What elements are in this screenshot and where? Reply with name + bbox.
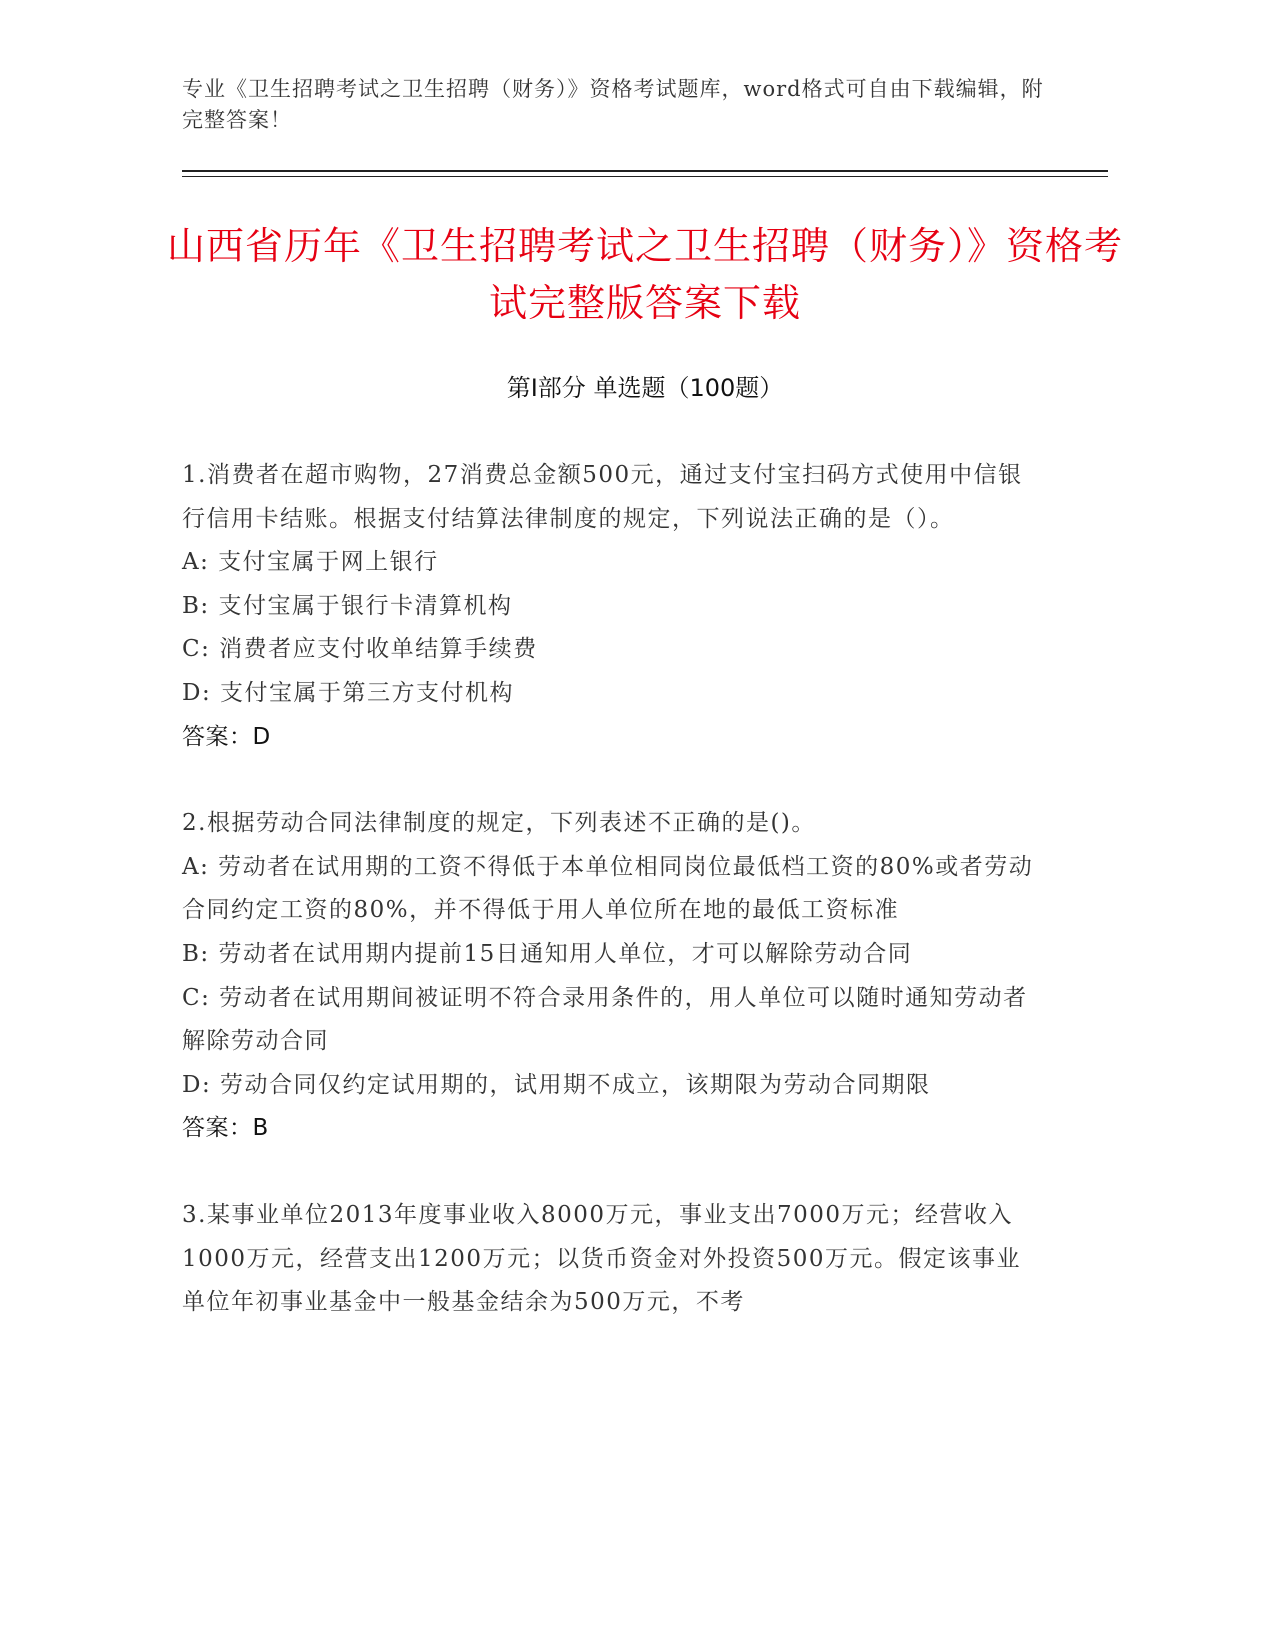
question-stem: 1.消费者在超市购物，27消费总金额500元，通过支付宝扫码方式使用中信银行信用卡结账。根据支付结算法律制度的规定，下列说法正确的是（）。	[182, 462, 1023, 532]
page-title: 山西省历年《卫生招聘考试之卫生招聘（财务）》资格考试完整版答案下载	[166, 224, 1123, 325]
question-1	[182, 454, 1042, 759]
option-a: A: 劳动者在试用期的工资不得低于本单位相同岗位最低档工资的80%或者劳动合同约定工资的80%，并不得低于用人单位所在地的最低工资标准	[182, 853, 1034, 924]
question-stem: 2.根据劳动合同法律制度的规定，下列表述不正确的是()。	[182, 810, 816, 837]
option-a: A: 支付宝属于网上银行	[182, 549, 439, 576]
option-d: D: 支付宝属于第三方支付机构	[182, 679, 515, 706]
question-2	[182, 802, 1042, 1151]
header-divider-thin	[182, 176, 1108, 177]
question-3	[182, 1194, 1042, 1325]
section-heading: 第I部分 单选题（100题）	[506, 374, 784, 402]
option-b: B: 支付宝属于银行卡清算机构	[182, 592, 513, 619]
option-c: C: 劳动者在试用期间被证明不符合录用条件的，用人单位可以随时通知劳动者解除劳动合同	[182, 984, 1028, 1055]
header-note: 专业《卫生招聘考试之卫生招聘（财务）》资格考试题库，word格式可自由下载编辑，附完整答案！	[182, 77, 1044, 132]
option-d: D: 劳动合同仅约定试用期的，试用期不成立，该期限为劳动合同期限	[182, 1071, 931, 1098]
header-divider-thick	[182, 170, 1108, 172]
option-c: C: 消费者应支付收单结算手续费	[182, 636, 538, 663]
question-list	[182, 454, 1042, 1368]
answer-line: 答案：D	[182, 723, 271, 750]
question-stem: 3.某事业单位2013年度事业收入8000万元，事业支出7000万元；经营收入1000万元，经营支出1200万元；以货币资金对外投资500万元。假定该事业单位年初事业基金中一般基金结余为500万元，不考	[182, 1201, 1021, 1316]
option-b: B: 劳动者在试用期内提前15日通知用人单位，才可以解除劳动合同	[182, 940, 913, 967]
answer-line: 答案：B	[182, 1115, 269, 1142]
